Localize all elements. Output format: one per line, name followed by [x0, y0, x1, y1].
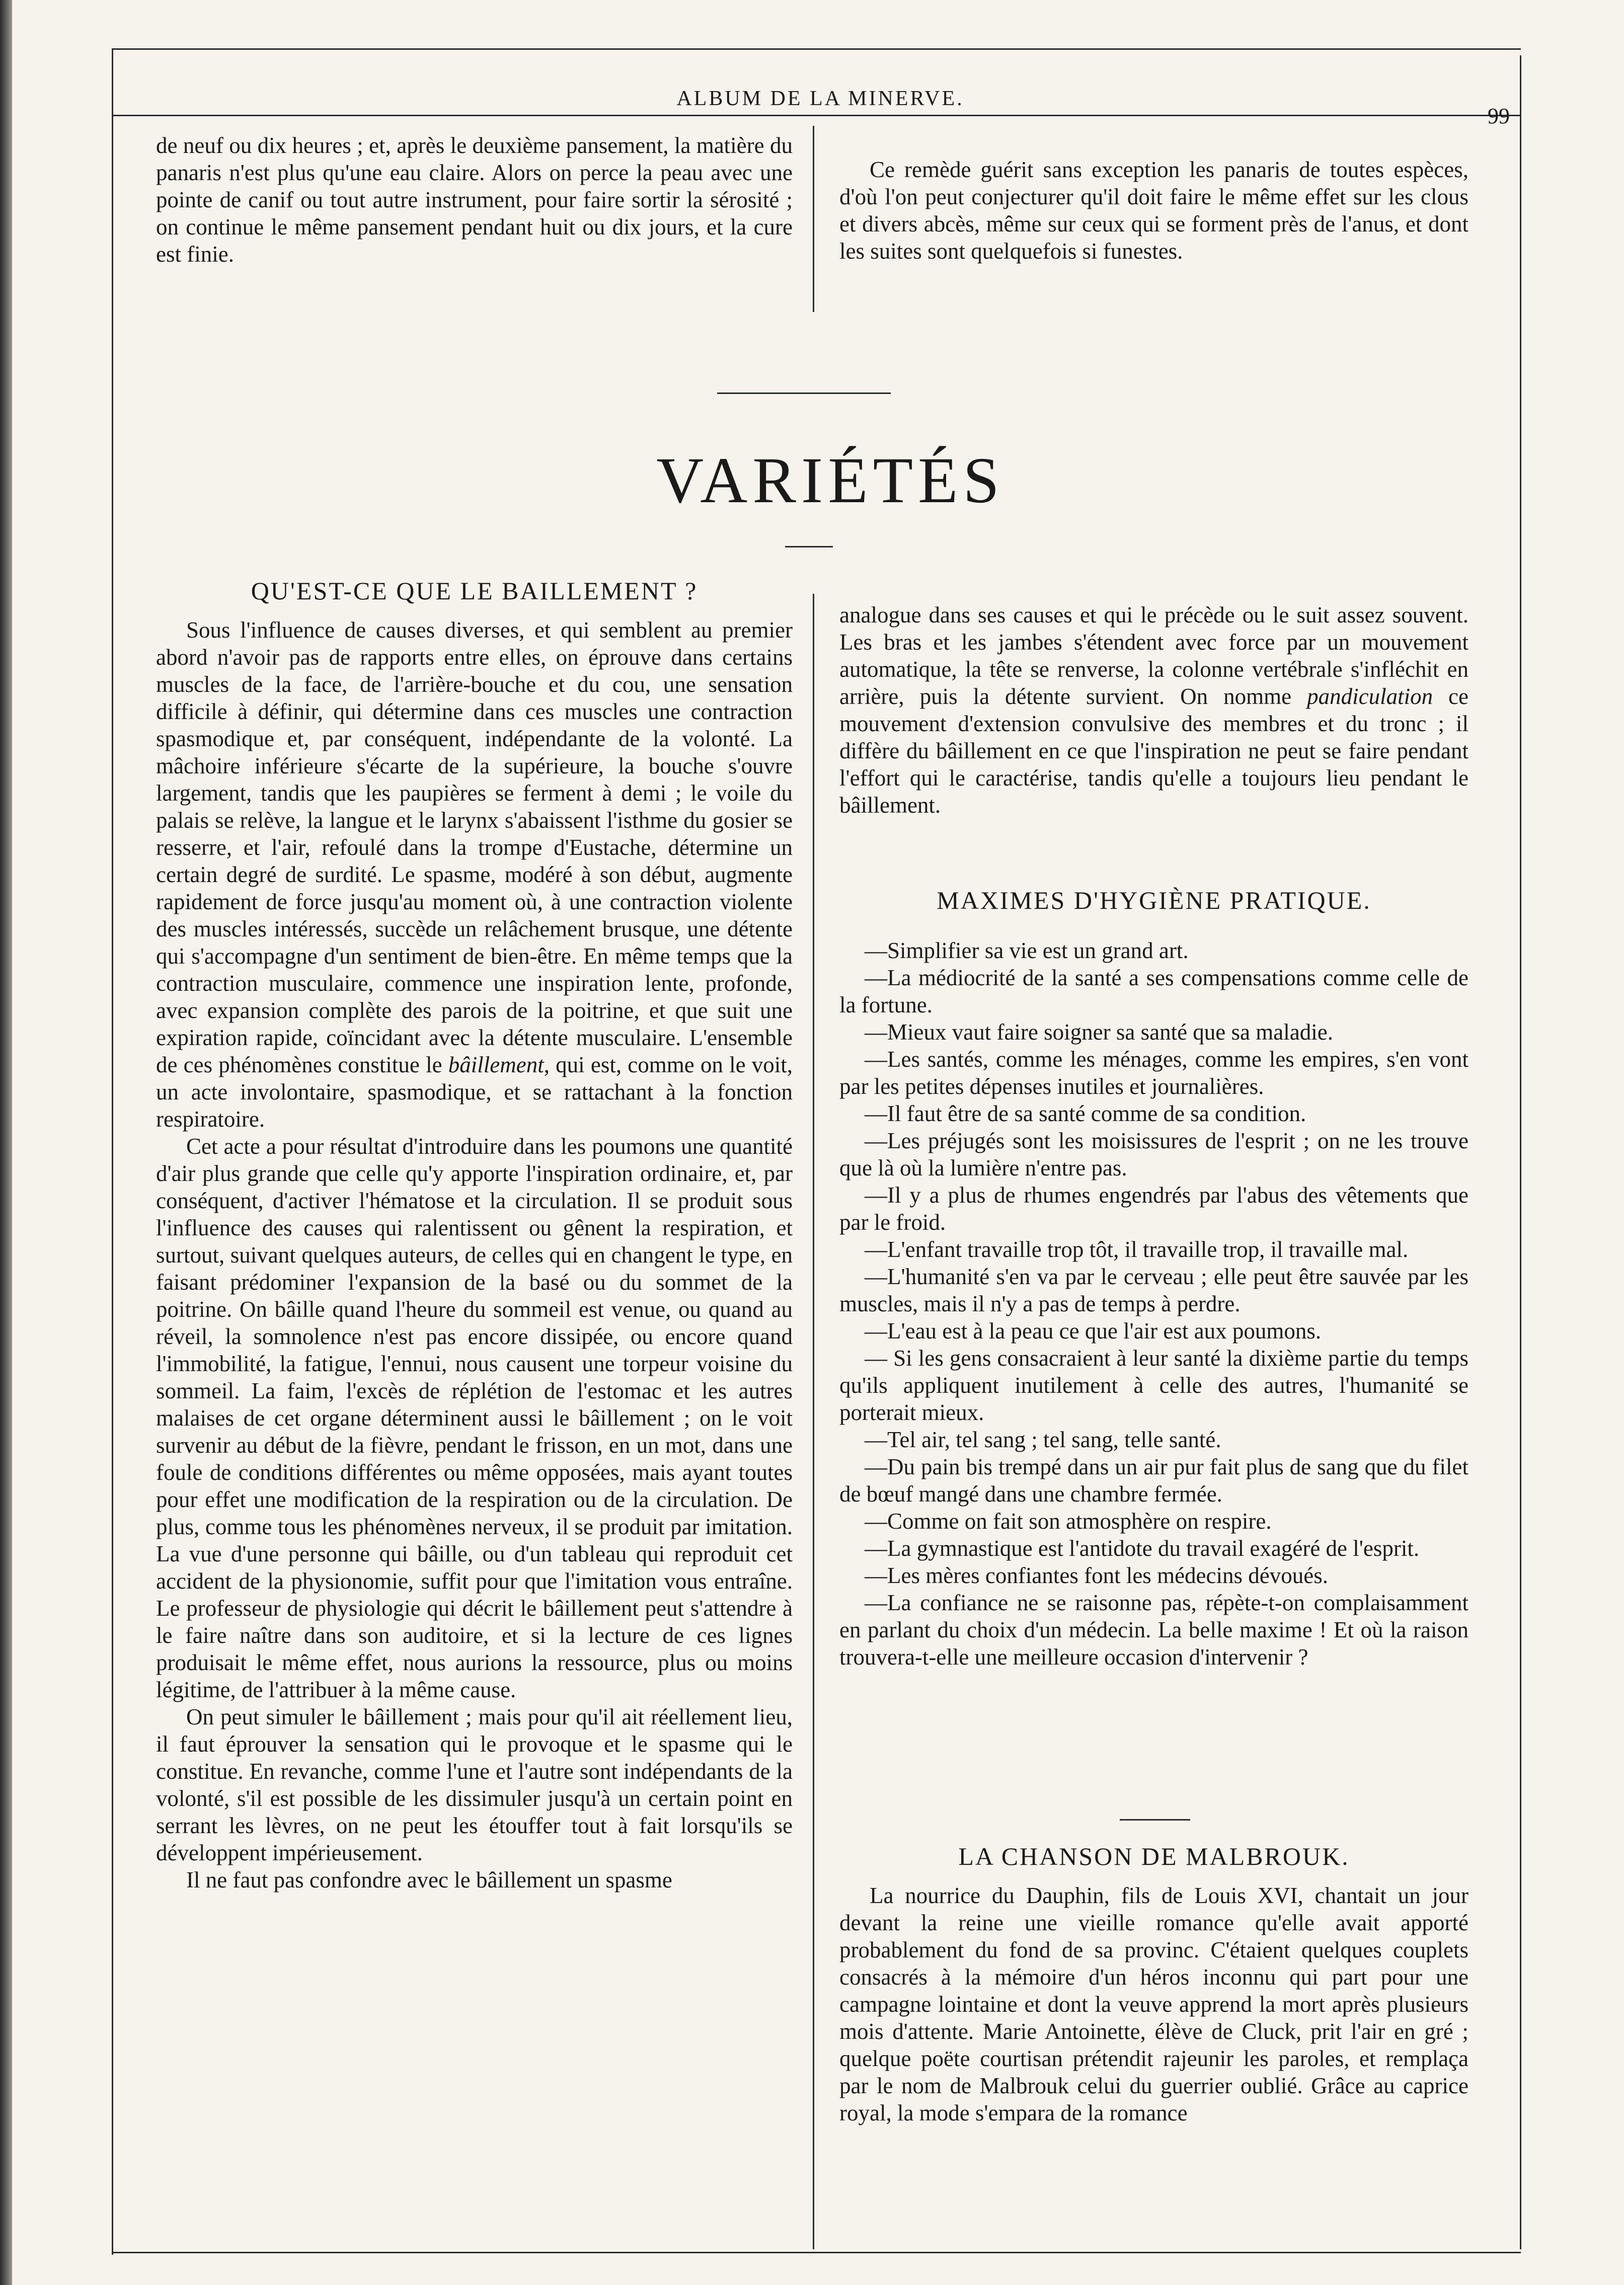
maxim-item: —Les mères confiantes font les médecins dévoués. — [865, 1563, 1328, 1588]
top-left-continuation — [156, 132, 793, 268]
top-left-paragraph: de neuf ou dix heures ; et, après le deuxième pansement, la matière du panaris n'est plus qu'une eau claire. Alors on perce la peau avec une pointe de canif ou tout autre instrument, pour faire sortir la sérosité ; on continue le même pansement pendant huit ou dix jours, et la cure est finie. — [156, 133, 793, 267]
maxim-item: —La médiocrité de la santé a ses compensations comme celle de la fortune. — [839, 965, 1468, 1017]
top-right-continuation — [839, 156, 1468, 265]
maxim-item: —L'enfant travaille trop tôt, il travaille trop, il travaille mal. — [865, 1237, 1409, 1262]
baillement-p1-text: Sous l'influence de causes diverses, et qui semblent au premier abord n'avoir pas de rapports entre elles, on éprouve dans certains muscles de la face, de l'arrière-bouche et du cou, une sensation difficile à définir, qui détermine dans ces muscles une contraction spasmodique et, par conséquent, indépendante de la volonté. La mâchoire inférieure s'écarte de la supérieure, la bouche s'ouvre largement, tandis que les paupières se ferment à demi ; le voile du palais se relève, la langue et le larynx s'abaissent l'isthme du gosier se resserre, et l'air, refoulé dans la trompe d'Eustache, détermine un certain degré de surdité. Le spasme, modéré à son début, augmente rapidement de force jusqu'au moment où, à une contraction violente des muscles intéressés, succède un relâchement brusque, une détente qui s'accompagne d'un sentiment de bien-être. En même temps que la contraction musculaire, commence une inspiration lente, profonde, avec expansion complète des parois de la poitrine, et que suit une expiration rapide, coïncidant avec la détente musculaire. L'ensemble de ces phénomènes constitue le — [156, 617, 793, 1077]
maxim-item: —Il y a plus de rhumes engendrés par l'abus des vêtements que par le froid. — [839, 1183, 1468, 1235]
maxim-item: —Simplifier sa vie est un grand art. — [865, 938, 1189, 963]
cont-text-a: analogue dans ses causes et qui le précède ou le suit assez souvent. Les bras et les jambes s'étendent avec force par un mouvement automatique, la tête se renverse, la colonne vertébrale s'infléchit en arrière, puis la détente survient. On nomme — [839, 602, 1468, 709]
section-divider-rule — [717, 392, 891, 394]
maxim-item: —Les santés, comme les ménages, comme les empires, s'en vont par les petites dépenses inutiles et journalières. — [839, 1047, 1468, 1099]
article-divider-rule — [1120, 1819, 1190, 1821]
baillement-paragraph-1 — [156, 616, 793, 1133]
frame-left-rule — [112, 48, 113, 2255]
maxim-item: — Si les gens consacraient à leur santé la dixième partie du temps qu'ils appliquent inutilement à celle des autres, l'humanité se porterait mieux. — [839, 1346, 1468, 1425]
article-baillement-continuation — [839, 601, 1468, 819]
top-right-paragraph: Ce remède guérit sans exception les panaris de toutes espèces, d'où l'on peut conjecturer qu'il doit faire le même effet sur les clous et divers abcès, même sur ceux qui se forment près de l'anus, et dont les suites sont quelquefois si funestes. — [839, 157, 1468, 264]
maximes-list — [839, 937, 1468, 1671]
title-underline — [785, 546, 833, 547]
baillement-paragraph-3: On peut simuler le bâillement ; mais pour qu'il ait réellement lieu, il faut éprouver la sensation qui le provoque et le spasme qui le constitue. En revanche, comme l'une et l'autre sont indépendants de la volonté, s'il est possible de les dissimuler jusqu'à un certain point en serrant les lèvres, on ne peut les étouffer tout à fait lorsqu'ils se développent impérieusement. — [156, 1704, 793, 1865]
pandiculation-paragraph — [839, 601, 1468, 819]
malbrouk-paragraph-1: La nourrice du Dauphin, fils de Louis XVI, chantait un jour devant la reine une vieille romance qu'elle avait apporté probablement du fond de sa provinc. C'étaient quelques couplets consacrés à la mémoire d'un héros inconnu qui part pour une campagne lointaine et dont la veuve apprend la mort après plusieurs mois d'attente. Marie Antoinette, élève de Cluck, prit l'air en gré ; quelque poëte courtisan prétendit rajeunir les paroles, et remplaça par le nom de Malbrouk celui du guerrier oublié. Grâce au caprice royal, la mode s'empara de la romance — [839, 1883, 1468, 2125]
article-baillement-body — [156, 616, 793, 1894]
maxim-item: —Du pain bis trempé dans un air pur fait plus de sang que du filet de bœuf mangé dans une chambre fermée. — [839, 1454, 1468, 1507]
section-title: VARIÉTÉS — [656, 444, 1004, 517]
frame-top-rule — [112, 48, 1521, 50]
maxim-item: —La confiance ne se raisonne pas, répète-t-on complaisamment en parlant du choix d'un médecin. La belle maxime ! Et où la raison trouvera-t-elle une meilleure occasion d'intervenir ? — [839, 1590, 1468, 1670]
baillement-term: bâillement — [448, 1052, 544, 1077]
maxim-item: —L'humanité s'en va par le cerveau ; elle peut être sauvée par les muscles, mais il n'y a pas de temps à perdre. — [839, 1264, 1468, 1316]
maxim-item: —Il faut être de sa santé comme de sa condition. — [865, 1101, 1306, 1126]
baillement-p1-end: , qui est, comme on le voit, un acte involontaire, spasmodique, et se rattachant à la fonction respiratoire. — [156, 1052, 793, 1132]
maxim-item: —L'eau est à la peau ce que l'air est aux poumons. — [865, 1318, 1322, 1344]
pandiculation-term: pandiculation — [1307, 684, 1433, 709]
baillement-paragraph-4: Il ne faut pas confondre avec le bâillement un spasme — [186, 1867, 672, 1893]
maxim-item: —Comme on fait son atmosphère on respire. — [865, 1509, 1272, 1534]
article-title-maximes: MAXIMES D'HYGIÈNE PRATIQUE. — [937, 886, 1371, 914]
maxim-item: —Tel air, tel sang ; tel sang, telle santé. — [865, 1427, 1221, 1452]
maxim-item: —La gymnastique est l'antidote du travail exagéré de l'esprit. — [865, 1536, 1420, 1561]
cont-text-b: ce mouvement d'extension convulsive des membres et du tronc ; il diffère du bâillement en ce que l'inspiration ne peut se faire pendant l'effort qui le caractérise, tandis qu'elle a toujours lieu pendant le bâillement. — [839, 684, 1469, 818]
top-column-divider — [813, 126, 814, 312]
maxim-item: —Les préjugés sont les moisissures de l'esprit ; on ne les trouve que là où la lumière n'entre pas. — [839, 1128, 1468, 1180]
header-rule — [112, 115, 1521, 116]
binding-edge — [0, 0, 12, 2285]
article-title-baillement: QU'EST-CE QUE LE BAILLEMENT ? — [251, 577, 698, 605]
frame-right-rule — [1520, 55, 1521, 2249]
article-title-malbrouk: LA CHANSON DE MALBROUK. — [958, 1842, 1350, 1870]
baillement-paragraph-2: Cet acte a pour résultat d'introduire dans les poumons une quantité d'air plus grande que celle qu'y apporte l'inspiration ordinaire, et, par conséquent, d'activer l'hématose et la circulation. Il se produit sous l'influence des causes qui ralentissent ou gênent la respiration, et surtout, suivant quelques auteurs, de celles qui en changent le type, en faisant prédominer l'expansion de la basé ou du sommet de la poitrine. On bâille quand l'heure du sommeil est venue, ou quand au réveil, la somnolence n'est pas encore dissipée, ou encore quand l'immobilité, la fatigue, l'ennui, nous causent une torpeur voisine du sommeil. La faim, l'excès de réplétion de l'estomac et les autres malaises de cet organe déterminent aussi le bâillement ; on le voit survenir au début de la fièvre, pendant le frisson, en un mot, dans une foule de conditions différentes ou même opposées, mais ayant toutes pour effet une modification de la respiration ou de la circulation. De plus, comme tous les phénomènes nerveux, il se produit par imitation. La vue d'une personne qui bâille, ou d'un tableau qui reproduit cet accident de la physionomie, suffit pour que l'imitation vous entraîne. Le professeur de physiologie qui décrit le bâillement peut s'attendre à le faire naître dans son auditoire, et si la lecture de ces lignes produisait le même effet, nous aurions la ressource, plus ou moins légitime, de l'attribuer à la même cause. — [156, 1134, 793, 1702]
maxim-item: —Mieux vaut faire soigner sa santé que sa maladie. — [865, 1019, 1333, 1045]
page-number: 99 — [1488, 104, 1510, 128]
bottom-rule — [112, 2252, 1521, 2253]
article-malbrouk-body — [839, 1882, 1468, 2126]
running-head: ALBUM DE LA MINERVE. — [676, 87, 964, 110]
main-column-divider — [813, 594, 814, 2249]
